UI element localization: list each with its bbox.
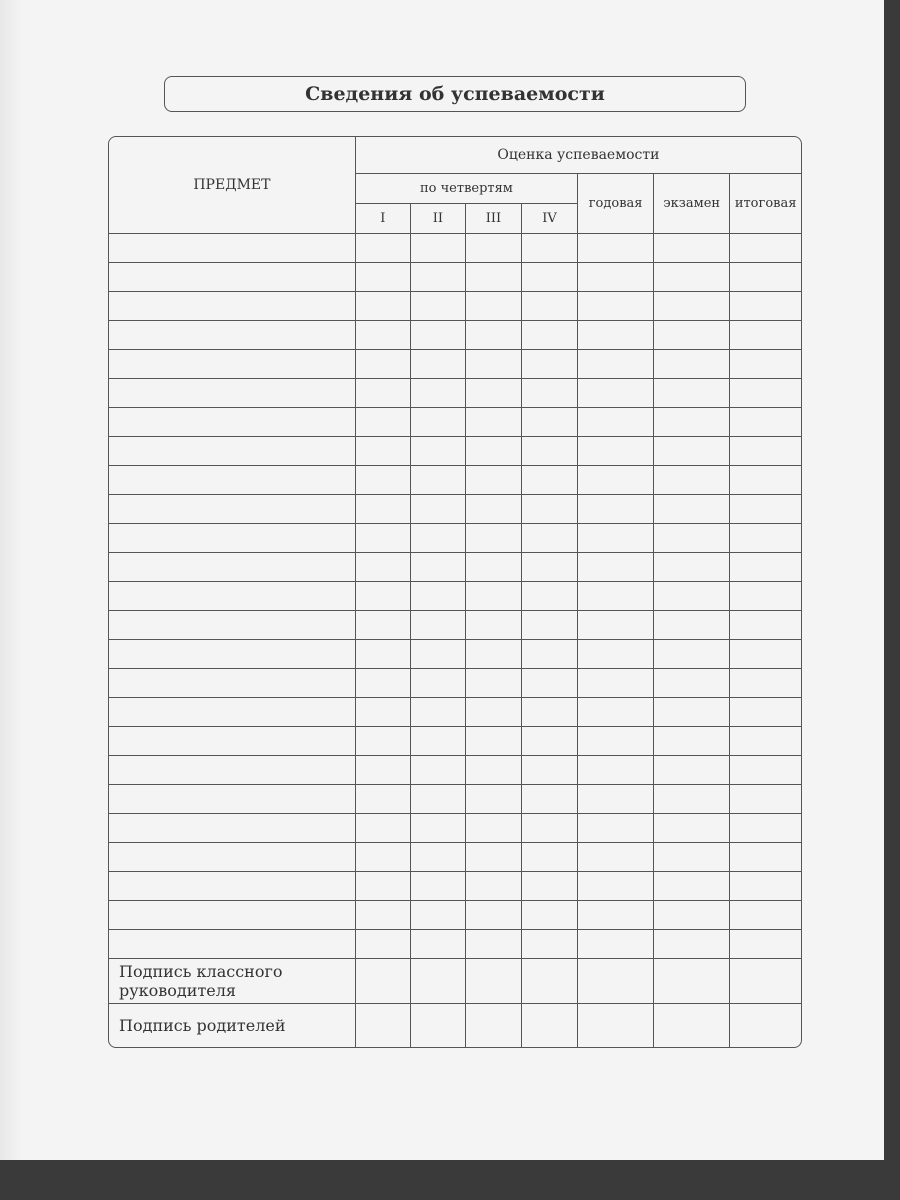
- grade-cell[interactable]: [465, 233, 521, 262]
- quarter-2-header: II: [410, 203, 465, 233]
- table-row: [109, 900, 801, 929]
- grade-cell[interactable]: [522, 900, 578, 929]
- grade-cell[interactable]: [465, 407, 521, 436]
- grade-cell[interactable]: [465, 639, 521, 668]
- subject-cell[interactable]: [109, 726, 355, 755]
- grade-cell[interactable]: [522, 465, 578, 494]
- grade-cell[interactable]: [355, 697, 410, 726]
- grade-cell[interactable]: [410, 813, 465, 842]
- subject-cell[interactable]: [109, 639, 355, 668]
- grade-cell[interactable]: [654, 465, 730, 494]
- grade-cell[interactable]: [522, 378, 578, 407]
- grade-cell[interactable]: [355, 900, 410, 929]
- grade-cell[interactable]: [410, 494, 465, 523]
- page-title: Сведения об успеваемости: [305, 83, 605, 105]
- quarter-1-header: I: [355, 203, 410, 233]
- grade-cell[interactable]: [465, 523, 521, 552]
- table-row: [109, 871, 801, 900]
- grade-cell[interactable]: [522, 581, 578, 610]
- subject-cell[interactable]: [109, 291, 355, 320]
- grade-cell[interactable]: [410, 929, 465, 958]
- grade-cell[interactable]: [730, 668, 801, 697]
- signature-cell[interactable]: [410, 958, 465, 1003]
- grade-cell[interactable]: [522, 552, 578, 581]
- grade-cell[interactable]: [522, 813, 578, 842]
- final-header: итоговая: [730, 173, 801, 233]
- grade-cell[interactable]: [522, 494, 578, 523]
- grade-cell[interactable]: [355, 349, 410, 378]
- grade-cell[interactable]: [465, 552, 521, 581]
- signature-cell[interactable]: [654, 958, 730, 1003]
- grade-cell[interactable]: [522, 610, 578, 639]
- grade-cell[interactable]: [578, 842, 654, 871]
- table-row: [109, 320, 801, 349]
- table-row: [109, 349, 801, 378]
- grade-cell[interactable]: [730, 552, 801, 581]
- grade-cell[interactable]: [410, 378, 465, 407]
- grade-cell[interactable]: [522, 784, 578, 813]
- grade-cell[interactable]: [522, 871, 578, 900]
- page-title-box: [164, 76, 746, 112]
- grade-cell[interactable]: [355, 581, 410, 610]
- grade-cell[interactable]: [578, 697, 654, 726]
- grade-cell[interactable]: [654, 436, 730, 465]
- grade-cell[interactable]: [410, 755, 465, 784]
- grade-cell[interactable]: [578, 900, 654, 929]
- grade-cell[interactable]: [654, 494, 730, 523]
- subject-cell[interactable]: [109, 407, 355, 436]
- grade-cell[interactable]: [355, 929, 410, 958]
- grade-cell[interactable]: [654, 291, 730, 320]
- grade-cell[interactable]: [654, 813, 730, 842]
- table-row: [109, 697, 801, 726]
- grade-cell[interactable]: [730, 813, 801, 842]
- grade-cell[interactable]: [465, 610, 521, 639]
- grade-cell[interactable]: [522, 726, 578, 755]
- grade-cell[interactable]: [654, 349, 730, 378]
- signature-cell[interactable]: [578, 958, 654, 1003]
- grade-cell[interactable]: [522, 349, 578, 378]
- table-row: [109, 262, 801, 291]
- grade-cell[interactable]: [410, 465, 465, 494]
- grade-cell[interactable]: [654, 581, 730, 610]
- grade-cell[interactable]: [730, 842, 801, 871]
- grade-cell[interactable]: [355, 784, 410, 813]
- grade-cell[interactable]: [578, 784, 654, 813]
- grade-cell[interactable]: [465, 842, 521, 871]
- subject-cell[interactable]: [109, 784, 355, 813]
- grade-cell[interactable]: [730, 407, 801, 436]
- grade-cell[interactable]: [465, 900, 521, 929]
- grade-cell[interactable]: [465, 320, 521, 349]
- table-row: [109, 552, 801, 581]
- table-row: [109, 726, 801, 755]
- grade-cell[interactable]: [410, 552, 465, 581]
- grade-cell[interactable]: [410, 697, 465, 726]
- subject-cell[interactable]: [109, 349, 355, 378]
- grade-cell[interactable]: [465, 291, 521, 320]
- grade-cell[interactable]: [654, 784, 730, 813]
- grade-cell[interactable]: [410, 291, 465, 320]
- table-row: [109, 639, 801, 668]
- grade-cell[interactable]: [578, 262, 654, 291]
- table-row: [109, 668, 801, 697]
- grade-cell[interactable]: [522, 755, 578, 784]
- grade-cell[interactable]: [654, 929, 730, 958]
- grade-cell[interactable]: [654, 668, 730, 697]
- grade-cell[interactable]: [410, 436, 465, 465]
- subject-cell[interactable]: [109, 552, 355, 581]
- subject-cell[interactable]: [109, 668, 355, 697]
- grade-cell[interactable]: [465, 813, 521, 842]
- grade-cell[interactable]: [355, 465, 410, 494]
- grade-cell[interactable]: [465, 668, 521, 697]
- signature-cell[interactable]: [355, 1003, 410, 1048]
- grade-cell[interactable]: [522, 523, 578, 552]
- grade-cell[interactable]: [355, 813, 410, 842]
- subject-cell[interactable]: [109, 755, 355, 784]
- annual-header: годовая: [578, 173, 654, 233]
- grade-cell[interactable]: [522, 436, 578, 465]
- grade-cell[interactable]: [410, 320, 465, 349]
- grade-cell[interactable]: [578, 552, 654, 581]
- grade-cell[interactable]: [522, 929, 578, 958]
- table-row: [109, 929, 801, 958]
- grade-cell[interactable]: [730, 726, 801, 755]
- subject-cell[interactable]: [109, 523, 355, 552]
- grades-body: [109, 233, 801, 1048]
- grade-cell[interactable]: [654, 407, 730, 436]
- grade-cell[interactable]: [410, 871, 465, 900]
- signature-cell[interactable]: [410, 1003, 465, 1048]
- grade-cell[interactable]: [578, 320, 654, 349]
- grade-cell[interactable]: [410, 349, 465, 378]
- grade-cell[interactable]: [730, 378, 801, 407]
- grade-cell[interactable]: [730, 233, 801, 262]
- grade-cell[interactable]: [654, 262, 730, 291]
- grade-cell[interactable]: [578, 668, 654, 697]
- grade-cell[interactable]: [730, 871, 801, 900]
- grade-cell[interactable]: [465, 494, 521, 523]
- grade-cell[interactable]: [730, 581, 801, 610]
- grade-cell[interactable]: [578, 349, 654, 378]
- signature-cell[interactable]: [522, 1003, 578, 1048]
- signature-cell[interactable]: [465, 958, 521, 1003]
- subject-cell[interactable]: [109, 813, 355, 842]
- grade-cell[interactable]: [578, 407, 654, 436]
- subject-cell[interactable]: [109, 900, 355, 929]
- grade-cell[interactable]: [465, 697, 521, 726]
- grade-cell[interactable]: [730, 929, 801, 958]
- grade-cell[interactable]: [578, 233, 654, 262]
- grade-cell[interactable]: [730, 291, 801, 320]
- subject-cell[interactable]: [109, 929, 355, 958]
- grade-cell[interactable]: [355, 639, 410, 668]
- grade-cell[interactable]: [730, 784, 801, 813]
- grade-cell[interactable]: [355, 610, 410, 639]
- subject-cell[interactable]: [109, 842, 355, 871]
- table-row: [109, 233, 801, 262]
- grade-cell[interactable]: [730, 320, 801, 349]
- grade-cell[interactable]: [355, 726, 410, 755]
- grade-cell[interactable]: [522, 697, 578, 726]
- grade-cell[interactable]: [654, 871, 730, 900]
- grade-cell[interactable]: [465, 465, 521, 494]
- grade-cell[interactable]: [654, 233, 730, 262]
- quarter-4-header: IV: [522, 203, 578, 233]
- grade-cell[interactable]: [730, 900, 801, 929]
- grades-table: [109, 137, 801, 1048]
- grade-cell[interactable]: [410, 900, 465, 929]
- grade-cell[interactable]: [578, 610, 654, 639]
- grade-cell[interactable]: [654, 726, 730, 755]
- subject-cell[interactable]: [109, 494, 355, 523]
- signature-cell[interactable]: [730, 1003, 801, 1048]
- quarter-3-header: III: [465, 203, 521, 233]
- subject-cell[interactable]: [109, 581, 355, 610]
- table-row: [109, 494, 801, 523]
- grade-cell[interactable]: [654, 639, 730, 668]
- grade-cell[interactable]: [465, 581, 521, 610]
- grade-cell[interactable]: [578, 813, 654, 842]
- grade-cell[interactable]: [410, 523, 465, 552]
- grade-cell[interactable]: [355, 668, 410, 697]
- grade-cell[interactable]: [355, 523, 410, 552]
- grade-cell[interactable]: [465, 378, 521, 407]
- grade-cell[interactable]: [410, 233, 465, 262]
- grade-cell[interactable]: [578, 494, 654, 523]
- grade-cell[interactable]: [522, 320, 578, 349]
- grade-cell[interactable]: [355, 552, 410, 581]
- signature-cell[interactable]: [578, 1003, 654, 1048]
- grade-cell[interactable]: [355, 291, 410, 320]
- grade-cell[interactable]: [730, 436, 801, 465]
- subject-cell[interactable]: [109, 233, 355, 262]
- grade-cell[interactable]: [355, 233, 410, 262]
- signature-teacher-row: [109, 958, 801, 1003]
- signature-cell[interactable]: [730, 958, 801, 1003]
- grade-cell[interactable]: [578, 378, 654, 407]
- grade-cell[interactable]: [522, 291, 578, 320]
- grade-cell[interactable]: [355, 378, 410, 407]
- grade-cell[interactable]: [578, 465, 654, 494]
- grade-cell[interactable]: [522, 262, 578, 291]
- grade-cell[interactable]: [654, 552, 730, 581]
- table-row: [109, 291, 801, 320]
- quarters-header: по четвертям: [355, 173, 577, 203]
- grade-cell[interactable]: [355, 494, 410, 523]
- grade-cell[interactable]: [730, 262, 801, 291]
- grade-cell[interactable]: [578, 755, 654, 784]
- signature-cell[interactable]: [355, 958, 410, 1003]
- subject-cell[interactable]: [109, 320, 355, 349]
- table-row: [109, 523, 801, 552]
- signature-teacher-label: Подпись классного руководителя: [109, 958, 355, 1003]
- grade-cell[interactable]: [355, 407, 410, 436]
- grade-cell[interactable]: [730, 610, 801, 639]
- grade-cell[interactable]: [410, 581, 465, 610]
- grade-cell[interactable]: [410, 726, 465, 755]
- grade-cell[interactable]: [654, 378, 730, 407]
- table-row: [109, 378, 801, 407]
- subject-header: ПРЕДМЕТ: [109, 137, 355, 233]
- subject-cell[interactable]: [109, 465, 355, 494]
- grade-cell[interactable]: [355, 436, 410, 465]
- grade-cell[interactable]: [410, 842, 465, 871]
- grade-cell[interactable]: [522, 407, 578, 436]
- grade-cell[interactable]: [578, 871, 654, 900]
- signature-cell[interactable]: [465, 1003, 521, 1048]
- grade-cell[interactable]: [355, 755, 410, 784]
- grade-cell[interactable]: [654, 900, 730, 929]
- subject-cell[interactable]: [109, 610, 355, 639]
- signature-parents-row: [109, 1003, 801, 1048]
- grade-cell[interactable]: [578, 291, 654, 320]
- grade-cell[interactable]: [410, 668, 465, 697]
- table-row: [109, 407, 801, 436]
- grade-cell[interactable]: [465, 871, 521, 900]
- grade-cell[interactable]: [730, 523, 801, 552]
- subject-cell[interactable]: [109, 378, 355, 407]
- grade-cell[interactable]: [578, 523, 654, 552]
- table-row: [109, 581, 801, 610]
- grade-cell[interactable]: [410, 784, 465, 813]
- grade-cell[interactable]: [730, 755, 801, 784]
- grade-cell[interactable]: [465, 755, 521, 784]
- grade-cell[interactable]: [465, 726, 521, 755]
- grade-cell[interactable]: [730, 349, 801, 378]
- grade-cell[interactable]: [730, 494, 801, 523]
- grade-cell[interactable]: [654, 755, 730, 784]
- grade-cell[interactable]: [578, 436, 654, 465]
- grade-cell[interactable]: [355, 320, 410, 349]
- grade-cell[interactable]: [654, 842, 730, 871]
- table-row: [109, 813, 801, 842]
- subject-cell[interactable]: [109, 871, 355, 900]
- grades-header: Оценка успеваемости: [355, 137, 801, 173]
- signature-parents-label: Подпись родителей: [109, 1003, 355, 1048]
- subject-cell[interactable]: [109, 436, 355, 465]
- grade-cell[interactable]: [410, 610, 465, 639]
- grades-table-frame: [108, 136, 802, 1048]
- subject-cell[interactable]: [109, 262, 355, 291]
- grade-cell[interactable]: [410, 407, 465, 436]
- grade-cell[interactable]: [355, 842, 410, 871]
- grade-cell[interactable]: [355, 871, 410, 900]
- grade-cell[interactable]: [654, 523, 730, 552]
- grade-cell[interactable]: [355, 262, 410, 291]
- subject-cell[interactable]: [109, 697, 355, 726]
- grade-cell[interactable]: [465, 436, 521, 465]
- exam-header: экзамен: [654, 173, 730, 233]
- grade-cell[interactable]: [578, 929, 654, 958]
- table-row: [109, 465, 801, 494]
- grade-cell[interactable]: [654, 320, 730, 349]
- table-row: [109, 436, 801, 465]
- grade-cell[interactable]: [465, 262, 521, 291]
- grade-cell[interactable]: [465, 349, 521, 378]
- table-row: [109, 610, 801, 639]
- grade-cell[interactable]: [522, 842, 578, 871]
- grade-cell[interactable]: [654, 697, 730, 726]
- signature-cell[interactable]: [522, 958, 578, 1003]
- grade-cell[interactable]: [730, 639, 801, 668]
- table-row: [109, 755, 801, 784]
- table-row: [109, 842, 801, 871]
- grade-cell[interactable]: [465, 784, 521, 813]
- grade-cell[interactable]: [522, 639, 578, 668]
- table-row: [109, 784, 801, 813]
- grade-cell[interactable]: [410, 262, 465, 291]
- grade-cell[interactable]: [730, 697, 801, 726]
- grade-cell[interactable]: [730, 465, 801, 494]
- grade-cell[interactable]: [410, 639, 465, 668]
- signature-cell[interactable]: [654, 1003, 730, 1048]
- grade-cell[interactable]: [578, 639, 654, 668]
- grade-cell[interactable]: [578, 581, 654, 610]
- grade-cell[interactable]: [522, 668, 578, 697]
- grade-cell[interactable]: [522, 233, 578, 262]
- grade-cell[interactable]: [654, 610, 730, 639]
- grade-cell[interactable]: [465, 929, 521, 958]
- grade-cell[interactable]: [578, 726, 654, 755]
